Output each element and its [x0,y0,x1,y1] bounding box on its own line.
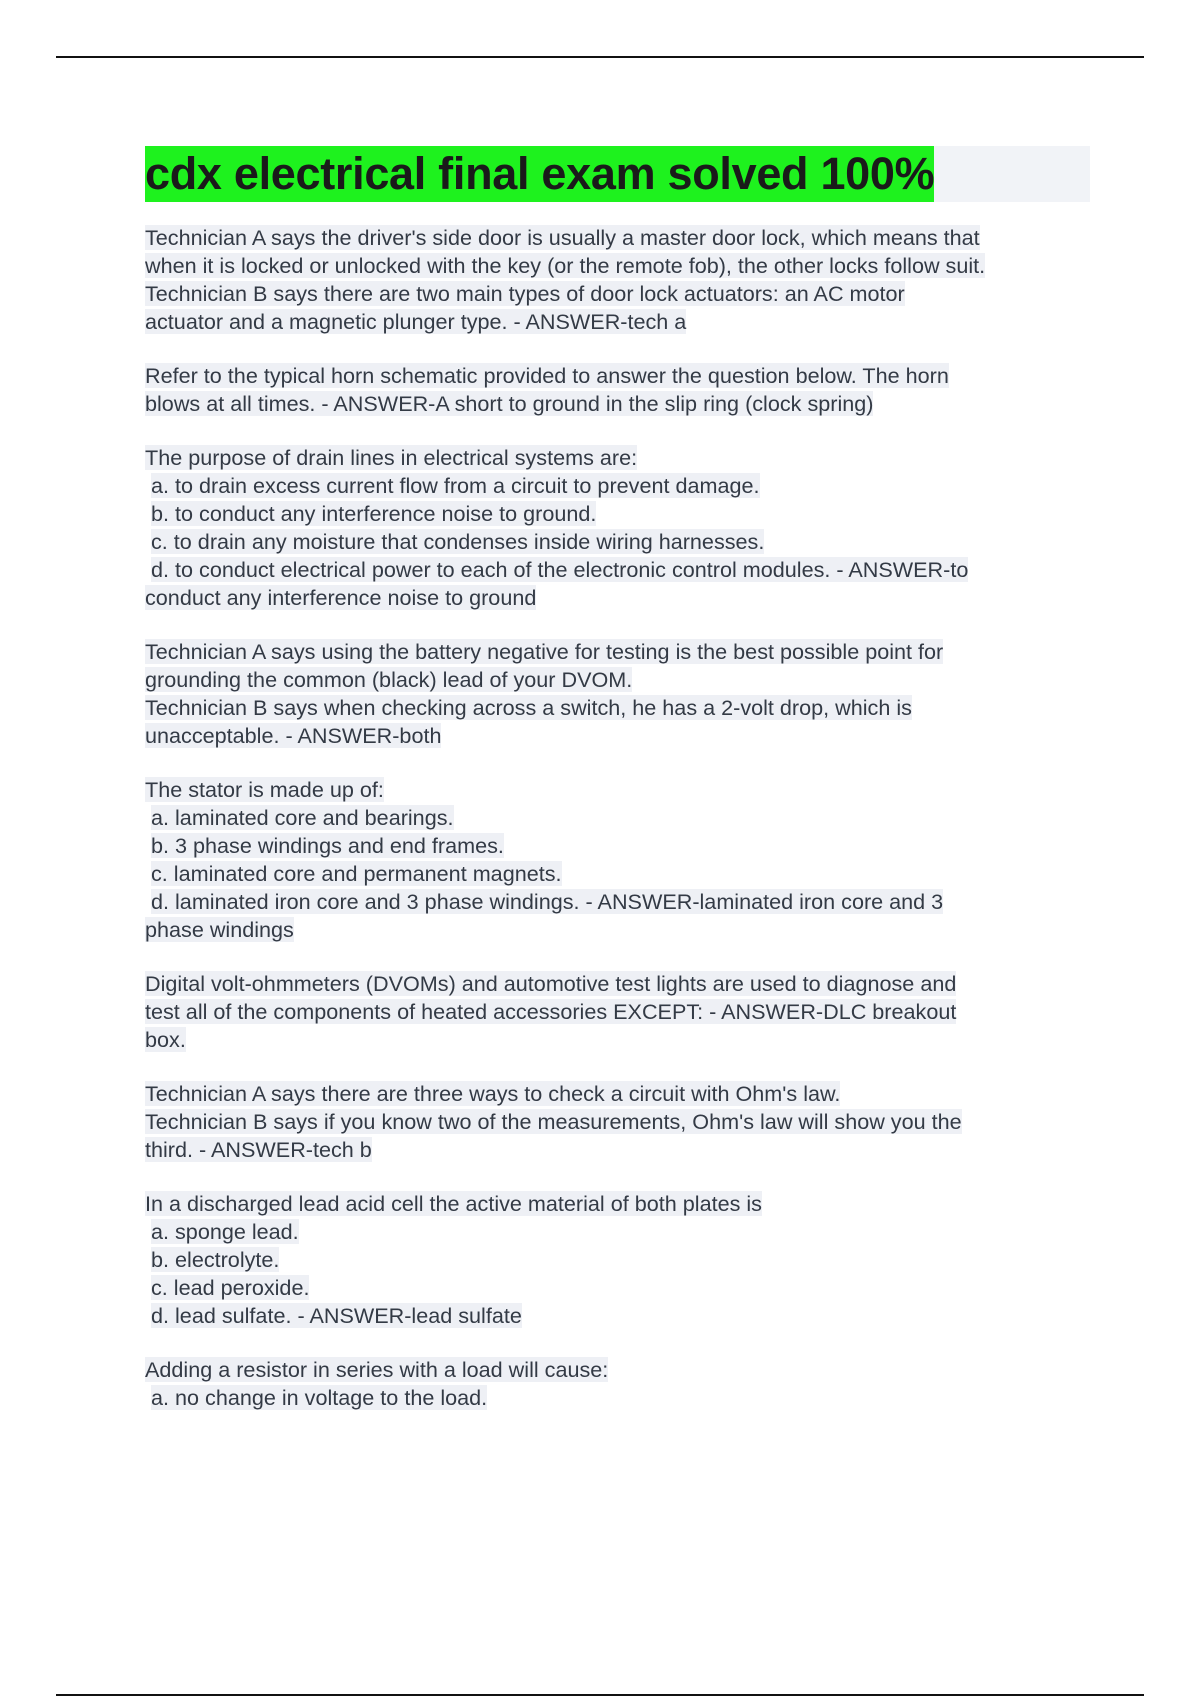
document-body [145,146,1090,1438]
qa-line: Technician B says if you know two of the measurements, Ohm's law will show you the [145,1109,962,1134]
document-title: cdx electrical final exam solved 100% [145,146,934,202]
qa-line: Digital volt-ohmmeters (DVOMs) and automotive test lights are used to diagnose and [145,971,957,996]
qa-line: when it is locked or unlocked with the key (or the remote fob), the other locks follow suit. [145,253,986,278]
qa-line: In a discharged lead acid cell the active material of both plates is [145,1191,762,1216]
qa-option: b. to conduct any interference noise to ground. [151,501,597,526]
qa-line: Adding a resistor in series with a load will cause: [145,1357,609,1382]
qa-option: a. to drain excess current flow from a circuit to prevent damage. [151,473,760,498]
qa-block-5 [145,776,1090,944]
qa-line: phase windings [145,917,294,942]
qa-line: Refer to the typical horn schematic provided to answer the question below. The horn [145,363,949,388]
qa-block-4 [145,638,1090,750]
qa-line: unacceptable. - ANSWER-both [145,723,442,748]
title-bar [145,146,1090,202]
qa-block-3 [145,444,1090,612]
qa-block-1 [145,224,1090,336]
bottom-rule [56,1694,1144,1696]
qa-line: Technician A says the driver's side door is usually a master door lock, which means that [145,225,980,250]
qa-line: Technician A says using the battery negative for testing is the best possible point for [145,639,944,664]
qa-line: test all of the components of heated accessories EXCEPT: - ANSWER-DLC breakout [145,999,957,1024]
qa-line: actuator and a magnetic plunger type. - ANSWER-tech a [145,309,687,334]
qa-block-2 [145,362,1090,418]
qa-block-6 [145,970,1090,1054]
qa-line: Technician A says there are three ways to check a circuit with Ohm's law. [145,1081,841,1106]
qa-block-7 [145,1080,1090,1164]
qa-line: third. - ANSWER-tech b [145,1137,372,1162]
qa-line: grounding the common (black) lead of your DVOM. [145,667,633,692]
qa-line: The purpose of drain lines in electrical systems are: [145,445,638,470]
qa-option: a. sponge lead. [151,1219,299,1244]
qa-option: c. laminated core and permanent magnets. [151,861,562,886]
qa-line: blows at all times. - ANSWER-A short to ground in the slip ring (clock spring) [145,391,874,416]
qa-line: Technician B says there are two main types of door lock actuators: an AC motor [145,281,905,306]
qa-block-8 [145,1190,1090,1330]
qa-line: box. [145,1027,186,1052]
qa-option: d. lead sulfate. - ANSWER-lead sulfate [151,1303,522,1328]
qa-line: The stator is made up of: [145,777,384,802]
qa-option: b. 3 phase windings and end frames. [151,833,504,858]
qa-option: c. to drain any moisture that condenses inside wiring harnesses. [151,529,765,554]
qa-block-9 [145,1356,1090,1412]
top-rule [56,56,1144,58]
qa-option: c. lead peroxide. [151,1275,310,1300]
qa-line: Technician B says when checking across a switch, he has a 2-volt drop, which is [145,695,912,720]
qa-option: a. laminated core and bearings. [151,805,454,830]
qa-line: conduct any interference noise to ground [145,585,537,610]
qa-option: a. no change in voltage to the load. [151,1385,488,1410]
qa-option: d. to conduct electrical power to each of the electronic control modules. - ANSWER-to [151,557,969,582]
qa-option: b. electrolyte. [151,1247,280,1272]
qa-option: d. laminated iron core and 3 phase windings. - ANSWER-laminated iron core and 3 [151,889,944,914]
